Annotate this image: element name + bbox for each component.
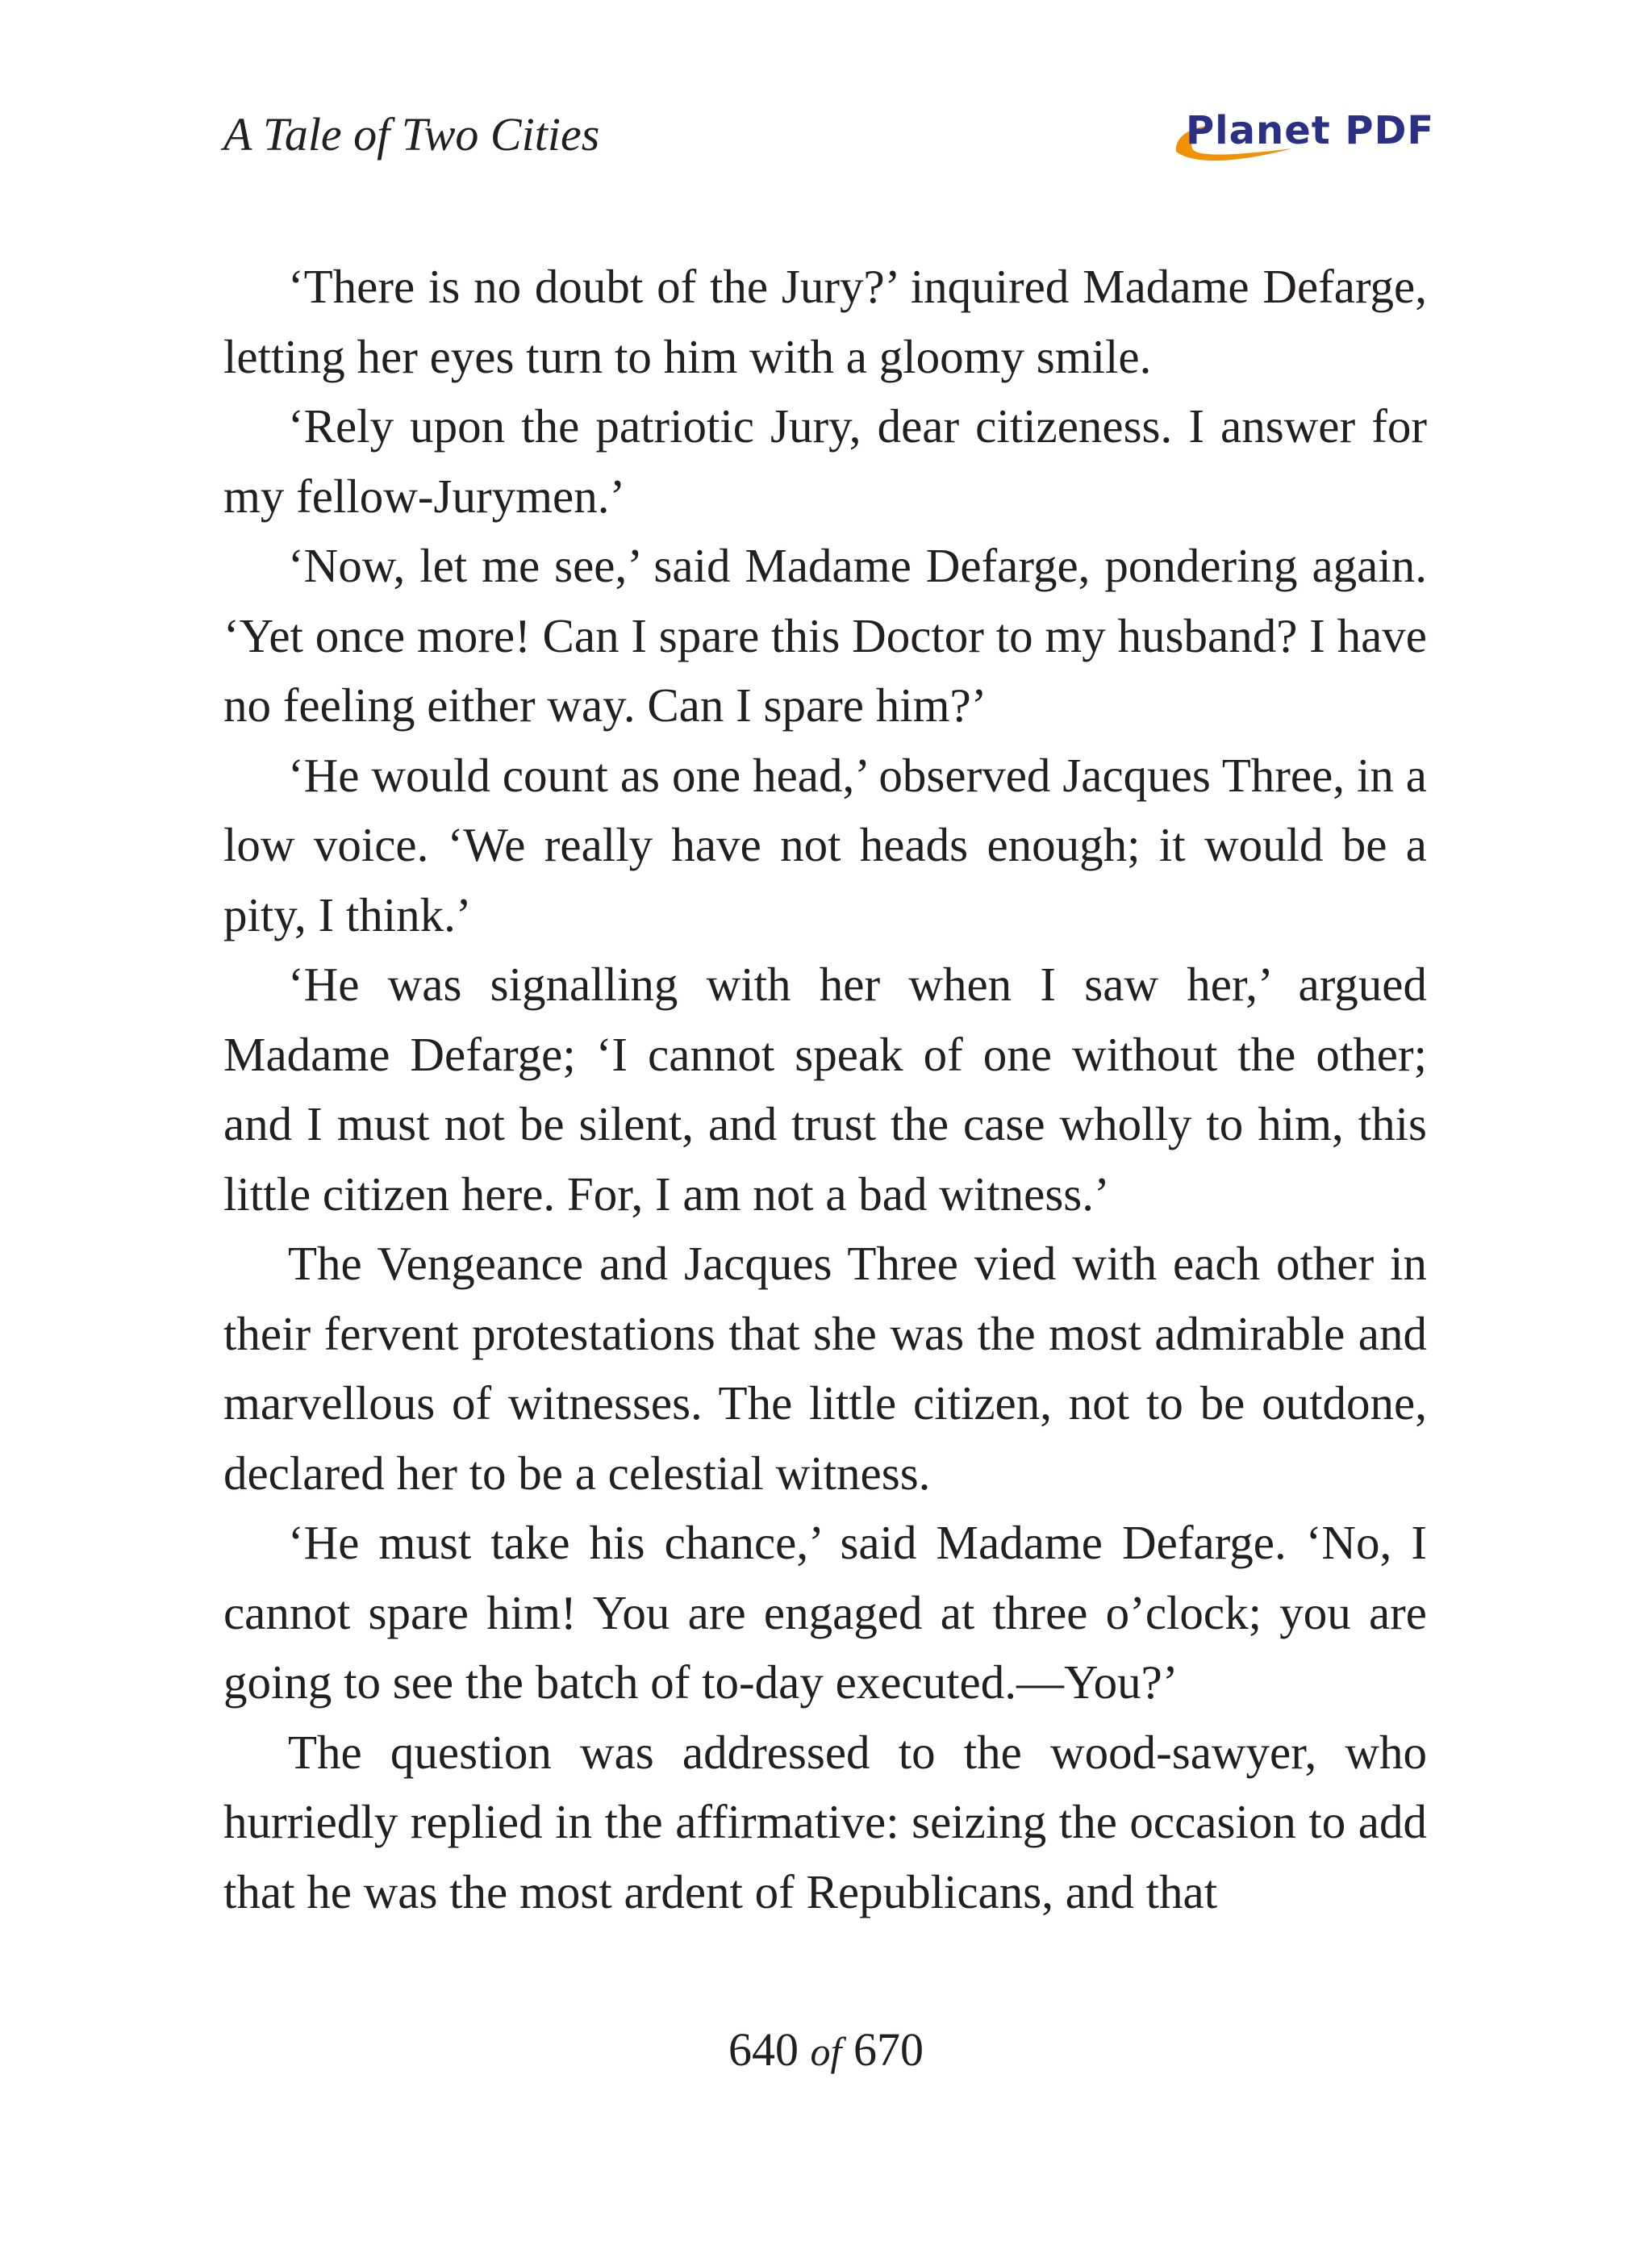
paragraph: ‘Rely upon the patriotic Jury, dear citizeness. I answer for my fellow-Jurymen.’ xyxy=(223,399,1427,523)
book-title: A Tale of Two Cities xyxy=(223,108,600,161)
paragraph: ‘He would count as one head,’ observed Jacques Three, in a low voice. ‘We really have not heads enough; it would be a pity, I think.’ xyxy=(223,748,1427,941)
paragraph: ‘Now, let me see,’ said Madame Defarge, pondering again. ‘Yet once more! Can I spare this Doctor to my husband? I have no feeling either way. Can I spare him?’ xyxy=(223,539,1427,732)
page-number xyxy=(0,2022,1652,2080)
page-of-label: of xyxy=(810,2029,842,2074)
paragraph: The question was addressed to the wood-sawyer, who hurriedly replied in the affirmative: seizing the occasion to add that he was the most ardent of Republicans, and that xyxy=(223,1725,1427,1918)
chapter-text xyxy=(223,252,1427,1926)
paragraph: ‘He must take his chance,’ said Madame Defarge. ‘No, I cannot spare him! You are engaged at three o’clock; you are going to see the batch of to-day executed.—You?’ xyxy=(223,1516,1427,1709)
page-header xyxy=(0,0,1652,186)
paragraph: The Vengeance and Jacques Three vied with each other in their fervent protestations that she was the most admirable and marvellous of witnesses. The little citizen, not to be outdone, declared her to be a celestial witness. xyxy=(223,1237,1427,1500)
planet-pdf-logo[interactable] xyxy=(1171,102,1435,166)
page-total: 670 xyxy=(853,2023,924,2076)
paragraph: ‘He was signalling with her when I saw her,’ argued Madame Defarge; ‘I cannot speak of one without the other; and I must not be silent, and trust the case wholly to him, this little citizen here. For, I am not a bad witness.’ xyxy=(223,958,1427,1221)
logo-text: Planet PDF xyxy=(1186,108,1435,153)
paragraph: ‘There is no doubt of the Jury?’ inquired Madame Defarge, letting her eyes turn to him with a gloomy smile. xyxy=(223,260,1427,383)
page-current: 640 xyxy=(728,2023,799,2076)
